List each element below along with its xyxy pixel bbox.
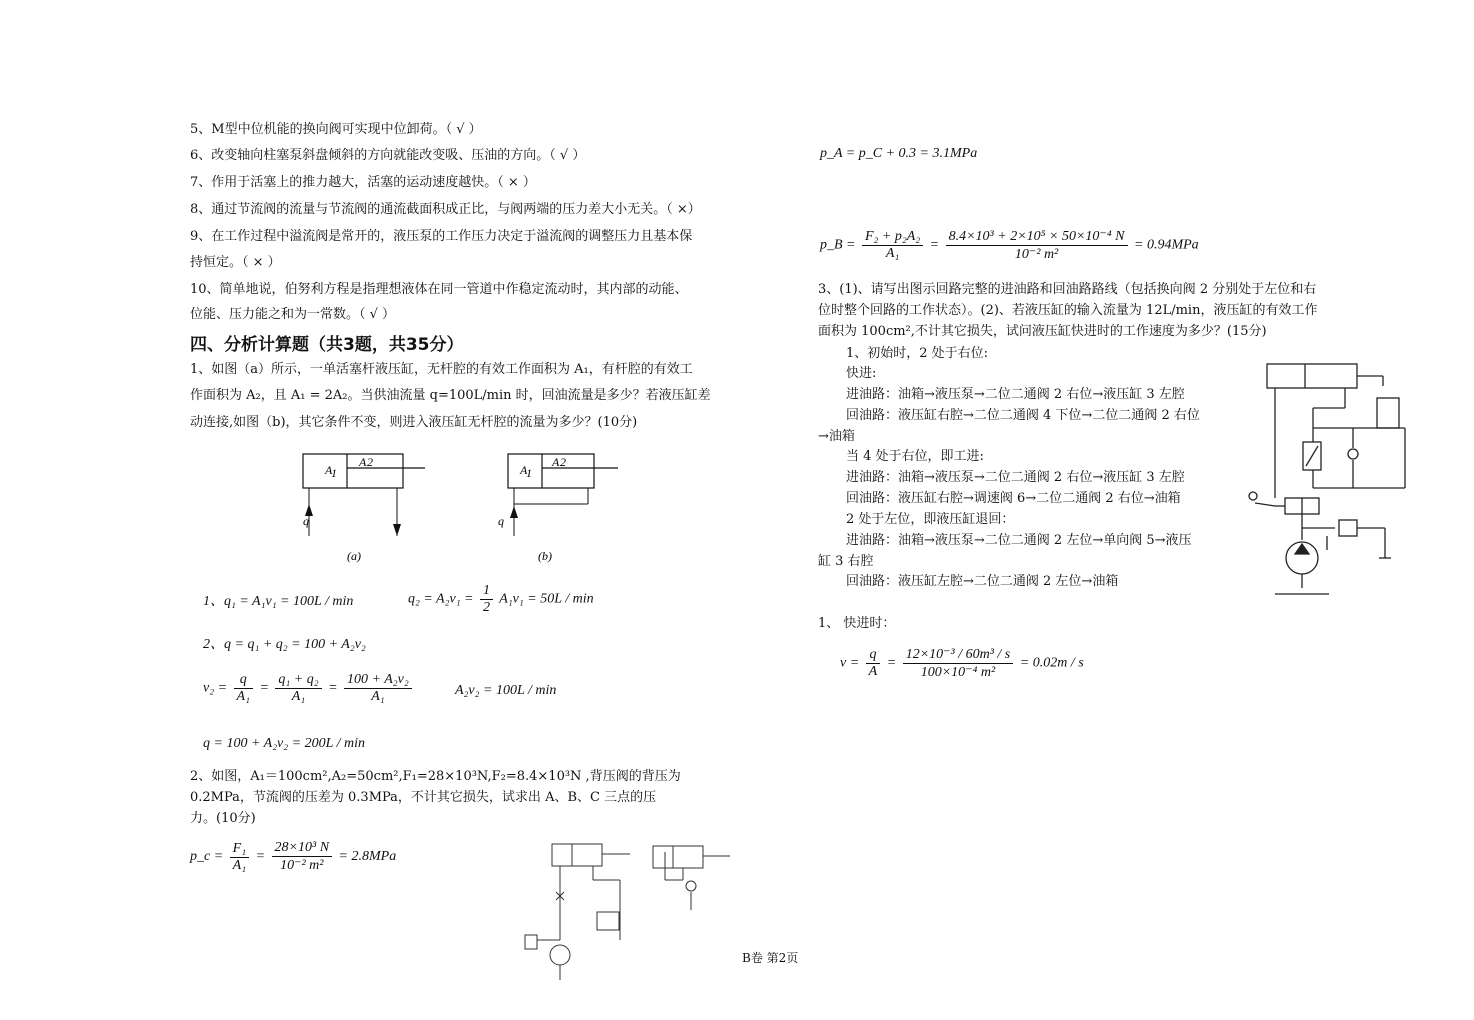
answer-2-pb: p_B = $\frac{\text{F₂ + p₂A₂}}{\text{A₁}}$ = $\frac{\text{8.4×10³ + 2×10⁵ × 50×10⁻⁴ N}}{\text{10⁻² m²}}$ = 0.94MPa [820, 229, 1199, 262]
step-9: 2 处于左位，即液压缸退回： [846, 512, 1015, 527]
question-1-line-2: 作面积为 A₂，且 A₁ = 2A₂。当供油流量 q=100L/min 时，回油流量是多少？若液压缸差 [190, 388, 711, 403]
page-footer: B卷 第2页 [742, 951, 799, 965]
fig-a-A1-label: A [325, 463, 333, 477]
step-5: →油箱 [818, 429, 855, 444]
answer-2-pc: p_c = $\frac{\text{F₁}}{\text{A₁}}$ = $\frac{\text{28×10³ N}}{\text{10⁻² m²}}$ = 2.8MPa [190, 840, 397, 873]
fig-b-A1-sub: 1 [526, 466, 532, 480]
answer-1-line-2: 2、q = q₁ + q₂ = 100 + A₂v₂ [203, 637, 366, 652]
fig-a-A1-sub: 1 [331, 466, 337, 480]
fig-b-A2-label: A [552, 455, 560, 469]
question-1-line-1: 1、如图（a）所示，一单活塞杆液压缸，无杆腔的有效工作面积为 A₁，有杆腔的有效工 [190, 362, 693, 377]
answer-2-pa: p_A = p_C + 0.3 = 3.1MPa [820, 146, 978, 161]
tf-line-10-cont: 位能、压力能之和为一常数。（ √ ） [190, 307, 396, 322]
step-3: 进油路：油箱→液压泵→二位二通阀 2 右位→液压缸 3 左腔 [846, 387, 1185, 402]
step-4: 回油路：液压缸右腔→二位二通阀 4 下位→二位二通阀 2 右位 [846, 408, 1200, 423]
tf-line-6: 6、改变轴向柱塞泵斜盘倾斜的方向就能改变吸、压油的方向。（ √ ） [190, 148, 586, 163]
question-3-line-3: 面积为 100cm²,不计其它损失，试问液压缸快进时的工作速度为多少？(15分) [818, 324, 1267, 339]
step-11: 缸 3 右腔 [818, 554, 874, 569]
answer-1-side: A₂v₂ = 100L / min [455, 683, 557, 698]
answer-1-line-3: v₂ = $\frac{q}{\text{A₁}}$ = $\frac{\text{q₁ + q₂}}{\text{A₁}}$ = $\frac{\text{100 + A₂v₂}}{\text{A₁}}$ [203, 672, 415, 705]
fast-advance-label: 1、 快进时： [818, 616, 896, 631]
question-2-line-2: 0.2MPa，节流阀的压差为 0.3MPa，不计其它损失，试求出 A、B、C 三点的压 [190, 790, 657, 805]
fig-b-caption: (b) [538, 549, 552, 563]
step-1: 1、初始时，2 处于右位: [846, 346, 989, 361]
question-1-line-3: 动连接,如图（b)，其它条件不变，则进入液压缸无杆腔的流量为多少？(10分) [190, 415, 638, 430]
answer-1-line-4: q = 100 + A₂v₂ = 200L / min [203, 736, 366, 751]
tf-line-7: 7、作用于活塞上的推力越大，活塞的运动速度越快。（ × ） [190, 175, 536, 190]
fig-a-q-label: q [303, 514, 309, 528]
fig-b-q-label: q [498, 514, 504, 528]
question-2-line-3: 力。(10分) [190, 811, 256, 826]
tf-line-8: 8、通过节流阀的流量与节流阀的通流截面积成正比，与阀两端的压力差大小无关。（ ×） [190, 202, 701, 217]
question-3-line-2: 位时整个回路的工作状态）。(2)、若液压缸的输入流量为 12L/min，液压缸的有效工作 [818, 303, 1318, 318]
question-3-line-1: 3、(1)、请写出图示回路完整的进油路和回油路路线（包括换向阀 2 分别处于左位和右 [818, 282, 1317, 297]
question-2-line-1: 2、如图，A₁＝100cm²,A₂=50cm²,F₁=28×10³N,F₂=8.4×10³N ,背压阀的背压为 [190, 769, 681, 784]
tf-line-5: 5、M型中位机能的换向阀可实现中位卸荷。（ √ ） [190, 122, 482, 137]
cylinder-figure-b [490, 448, 630, 573]
step-12: 回油路：液压缸左腔→二位二通阀 2 左位→油箱 [846, 574, 1119, 589]
tf-line-10: 10、简单地说，伯努利方程是指理想液体在同一管道中作稳定流动时，其内部的动能、 [190, 282, 688, 297]
fig-b-A2-sub: 2 [560, 455, 566, 469]
section-title: 四、分析计算题（共3题，共35分） [190, 335, 464, 355]
tf-line-9-cont: 持恒定。（ × ） [190, 255, 281, 270]
answer-1-line-1b: q₂ = A₂v₁ = $\frac{1}{2}$ A₁v₁ = 50L / min [408, 583, 594, 615]
step-10: 进油路：油箱→液压泵→二位二通阀 2 左位→单向阀 5→液压 [846, 533, 1192, 548]
step-8: 回油路：液压缸右腔→调速阀 6→二位二通阀 2 右位→油箱 [846, 491, 1181, 506]
tf-line-9: 9、在工作过程中溢流阀是常开的，液压泵的工作压力决定于溢流阀的调整压力且基本保 [190, 229, 693, 244]
answer-1-line-1a: 1、q₁ = A₁v₁ = 100L / min [203, 594, 354, 609]
fig-a-A2-sub: 2 [367, 455, 373, 469]
circuit-diagram-q3 [1245, 358, 1420, 603]
answer-3-velocity: v = $\frac{q}{A}$ = $\frac{\text{12×10⁻³ / 60m³ / s}}{\text{100×10⁻⁴ m²}}$ = 0.02m / s [840, 647, 1084, 680]
circuit-diagram-q2 [505, 840, 745, 990]
fig-a-A2-label: A [359, 455, 367, 469]
step-2: 快进: [846, 366, 877, 381]
fig-b-A1-label: A [520, 463, 528, 477]
cylinder-figure-a [295, 448, 435, 573]
fig-a-caption: (a) [347, 549, 361, 563]
step-6: 当 4 处于右位，即工进: [846, 449, 984, 464]
step-7: 进油路：油箱→液压泵→二位二通阀 2 右位→液压缸 3 左腔 [846, 470, 1185, 485]
